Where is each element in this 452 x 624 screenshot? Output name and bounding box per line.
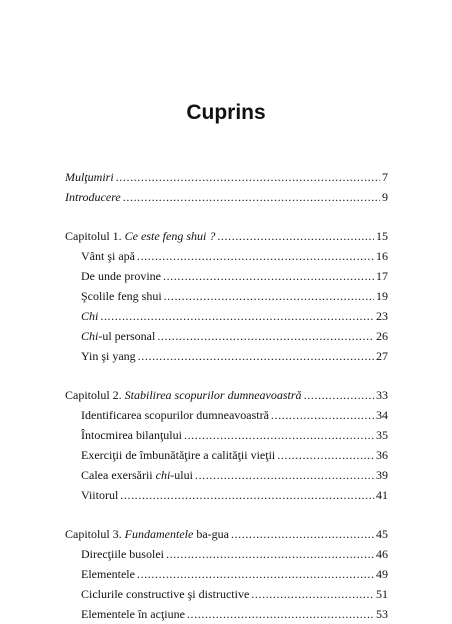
toc-chapter-1[interactable] bbox=[65, 226, 388, 246]
dot-leader bbox=[163, 266, 374, 286]
toc-entry[interactable] bbox=[65, 584, 388, 604]
toc-entry-label: Exerciţii de îmbunătăţire a calităţii vieţii bbox=[81, 448, 276, 462]
dot-leader bbox=[195, 465, 374, 485]
toc-entry-label: Yin şi yang bbox=[81, 349, 136, 363]
toc-page-number: 41 bbox=[376, 488, 388, 502]
label-rest: -ului bbox=[170, 468, 193, 482]
chapter-title: Fundamentele bbox=[124, 527, 194, 541]
dot-leader bbox=[184, 425, 374, 445]
toc-entry-label bbox=[81, 465, 193, 485]
toc-page-number: 49 bbox=[376, 567, 388, 581]
dot-leader bbox=[116, 167, 380, 187]
chapter-title: Stabilirea scopurilor dumneavoastră bbox=[124, 388, 302, 402]
dot-leader bbox=[120, 485, 374, 505]
toc-page-number: 26 bbox=[376, 329, 388, 343]
toc-page-number: 23 bbox=[376, 309, 388, 323]
toc-entry[interactable] bbox=[65, 465, 388, 485]
toc-page-number: 35 bbox=[376, 428, 388, 442]
dot-leader bbox=[217, 226, 374, 246]
chapter-prefix: Capitolul 1. bbox=[65, 229, 122, 243]
dot-leader bbox=[277, 445, 374, 465]
toc-page-number: 51 bbox=[376, 587, 388, 601]
toc-page-number: 7 bbox=[382, 170, 388, 184]
toc-page-number: 19 bbox=[376, 289, 388, 303]
toc-chapter-2[interactable] bbox=[65, 385, 388, 405]
dot-leader bbox=[187, 604, 374, 624]
chapter-title: Ce este feng shui ? bbox=[124, 229, 216, 243]
toc-page-number: 36 bbox=[376, 448, 388, 462]
toc-entry-multumiri[interactable] bbox=[65, 167, 388, 187]
toc-page-number: 34 bbox=[376, 408, 388, 422]
toc-entry-label: Întocmirea bilanţului bbox=[81, 428, 182, 442]
toc-entry-label: Introducere bbox=[65, 190, 121, 204]
table-of-contents bbox=[65, 167, 388, 624]
chapter-prefix: Capitolul 3. bbox=[65, 527, 122, 541]
toc-entry-label: Direcţiile busolei bbox=[81, 547, 164, 561]
toc-page-number: 16 bbox=[376, 249, 388, 263]
toc-entry[interactable] bbox=[65, 445, 388, 465]
chapter-prefix: Capitolul 2. bbox=[65, 388, 122, 402]
chapter-title-rest: ba-gua bbox=[196, 527, 229, 541]
toc-page-number: 33 bbox=[376, 388, 388, 402]
toc-entry-label: Chi bbox=[81, 309, 99, 323]
toc-entry[interactable] bbox=[65, 485, 388, 505]
toc-entry-label: Elementele bbox=[81, 567, 135, 581]
toc-entry[interactable] bbox=[65, 425, 388, 445]
toc-entry[interactable] bbox=[65, 346, 388, 366]
toc-entry-label: Mulţumiri bbox=[65, 170, 114, 184]
toc-entry-label: Identificarea scopurilor dumneavoastră bbox=[81, 408, 269, 422]
toc-page-number: 9 bbox=[382, 190, 388, 204]
dot-leader bbox=[123, 187, 380, 207]
toc-entry-label bbox=[81, 326, 155, 346]
chapter-heading bbox=[65, 385, 302, 405]
toc-entry-label: Elementele în acţiune bbox=[81, 607, 185, 621]
toc-page-number: 53 bbox=[376, 607, 388, 621]
dot-leader bbox=[251, 584, 374, 604]
label-start: Calea exersării bbox=[81, 468, 156, 482]
toc-entry[interactable] bbox=[65, 286, 388, 306]
page-title: Cuprins bbox=[186, 101, 266, 124]
dot-leader bbox=[157, 326, 374, 346]
toc-entry-introducere[interactable] bbox=[65, 187, 388, 207]
toc-page-number: 15 bbox=[376, 229, 388, 243]
chapter-heading bbox=[65, 524, 229, 544]
toc-page-number: 46 bbox=[376, 547, 388, 561]
dot-leader bbox=[138, 346, 374, 366]
toc-page-number: 17 bbox=[376, 269, 388, 283]
toc-entry-label: Şcolile feng shui bbox=[81, 289, 162, 303]
dot-leader bbox=[164, 286, 374, 306]
toc-entry-label: Viitorul bbox=[81, 488, 119, 502]
dot-leader bbox=[100, 306, 374, 326]
toc-page-number: 45 bbox=[376, 527, 388, 541]
toc-entry-label: Ciclurile constructive şi distructive bbox=[81, 587, 250, 601]
dot-leader bbox=[137, 564, 374, 584]
toc-page-number: 39 bbox=[376, 468, 388, 482]
dot-leader bbox=[166, 544, 374, 564]
toc-chapter-3[interactable] bbox=[65, 524, 388, 544]
toc-entry[interactable] bbox=[65, 405, 388, 425]
toc-entry-label: De unde provine bbox=[81, 269, 161, 283]
dot-leader bbox=[231, 524, 374, 544]
label-rest: -ul personal bbox=[98, 329, 156, 343]
toc-entry[interactable] bbox=[65, 306, 388, 326]
dot-leader bbox=[271, 405, 374, 425]
toc-entry[interactable] bbox=[65, 604, 388, 624]
toc-entry[interactable] bbox=[65, 564, 388, 584]
toc-entry-label: Vânt şi apă bbox=[81, 249, 135, 263]
dot-leader bbox=[137, 246, 374, 266]
toc-entry[interactable] bbox=[65, 266, 388, 286]
toc-entry[interactable] bbox=[65, 246, 388, 266]
chapter-heading bbox=[65, 226, 215, 246]
label-italic-part: chi bbox=[155, 468, 171, 482]
dot-leader bbox=[304, 385, 374, 405]
toc-entry[interactable] bbox=[65, 544, 388, 564]
toc-entry[interactable] bbox=[65, 326, 388, 346]
toc-page-number: 27 bbox=[376, 349, 388, 363]
label-italic-part: Chi bbox=[81, 329, 99, 343]
